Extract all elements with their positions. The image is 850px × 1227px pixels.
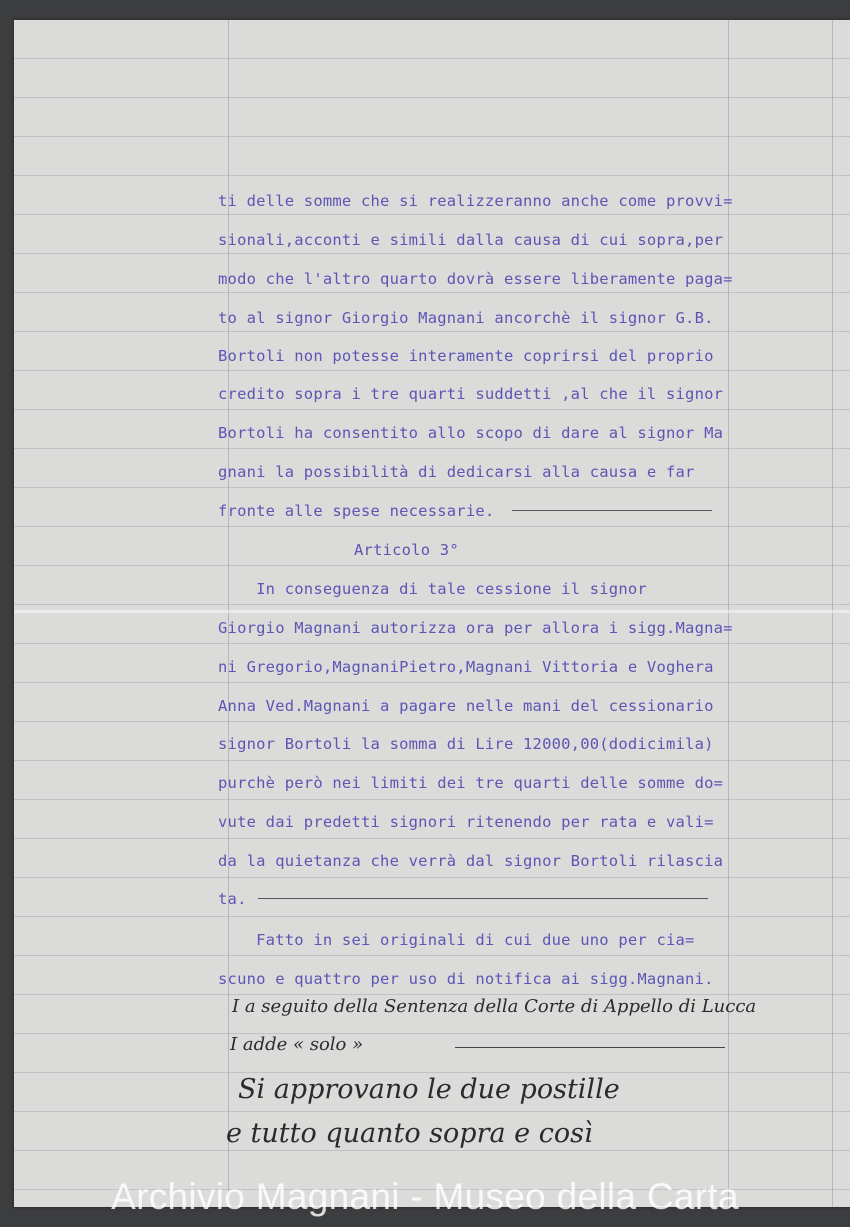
- line-filler-rule: [512, 510, 712, 511]
- article-line: ta.: [218, 890, 247, 908]
- article-line: purchè però nei limiti dei tre quarti delle somme do=: [218, 774, 724, 792]
- typed-line: credito sopra i tre quarti suddetti ,al che il signor: [218, 385, 724, 403]
- article-line: signor Bortoli la somma di Lire 12000,00(dodicimila): [218, 735, 714, 753]
- handwritten-note: I adde « solo »: [230, 1034, 364, 1055]
- handwritten-note: I a seguito della Sentenza della Corte di Appello di Lucca: [232, 996, 757, 1017]
- article-line: Giorgio Magnani autorizza ora per allora i sigg.Magna=: [218, 619, 733, 637]
- typed-line: Bortoli ha consentito allo scopo di dare al signor Ma: [218, 424, 724, 442]
- article-line: ni Gregorio,MagnaniPietro,Magnani Vittoria e Voghera: [218, 658, 714, 676]
- closing-line: Fatto in sei originali di cui due uno per cia=: [218, 931, 695, 949]
- typed-line: to al signor Giorgio Magnani ancorchè il signor G.B.: [218, 309, 714, 327]
- handwritten-note: Si approvano le due postille: [238, 1074, 620, 1105]
- paper-fold: [14, 610, 850, 613]
- article-line: In conseguenza di tale cessione il signor: [218, 580, 647, 598]
- handwritten-note: e tutto quanto sopra e così: [226, 1118, 593, 1149]
- archive-watermark: Archivio Magnani - Museo della Carta: [111, 1176, 739, 1217]
- closing-line: scuno e quattro per uso di notifica ai sigg.Magnani.: [218, 970, 714, 988]
- typed-line: sionali,acconti e simili dalla causa di cui sopra,per: [218, 231, 724, 249]
- article-line: Anna Ved.Magnani a pagare nelle mani del cessionario: [218, 697, 714, 715]
- edge-margin-line: [832, 20, 833, 1207]
- article-line: vute dai predetti signori ritenendo per rata e vali=: [218, 813, 714, 831]
- typed-line: fronte alle spese necessarie.: [218, 502, 495, 520]
- typed-line: gnani la possibilità di dedicarsi alla causa e far: [218, 463, 695, 481]
- typed-line: Bortoli non potesse interamente coprirsi del proprio: [218, 347, 714, 365]
- article-line: da la quietanza che verrà dal signor Bortoli rilascia: [218, 852, 724, 870]
- handwritten-rule: [455, 1047, 725, 1048]
- typed-line: ti delle somme che si realizzeranno anche come provvi=: [218, 192, 733, 210]
- typed-line: modo che l'altro quarto dovrà essere liberamente paga=: [218, 270, 733, 288]
- line-filler-rule: [258, 898, 708, 899]
- article-heading: Articolo 3°: [354, 541, 459, 559]
